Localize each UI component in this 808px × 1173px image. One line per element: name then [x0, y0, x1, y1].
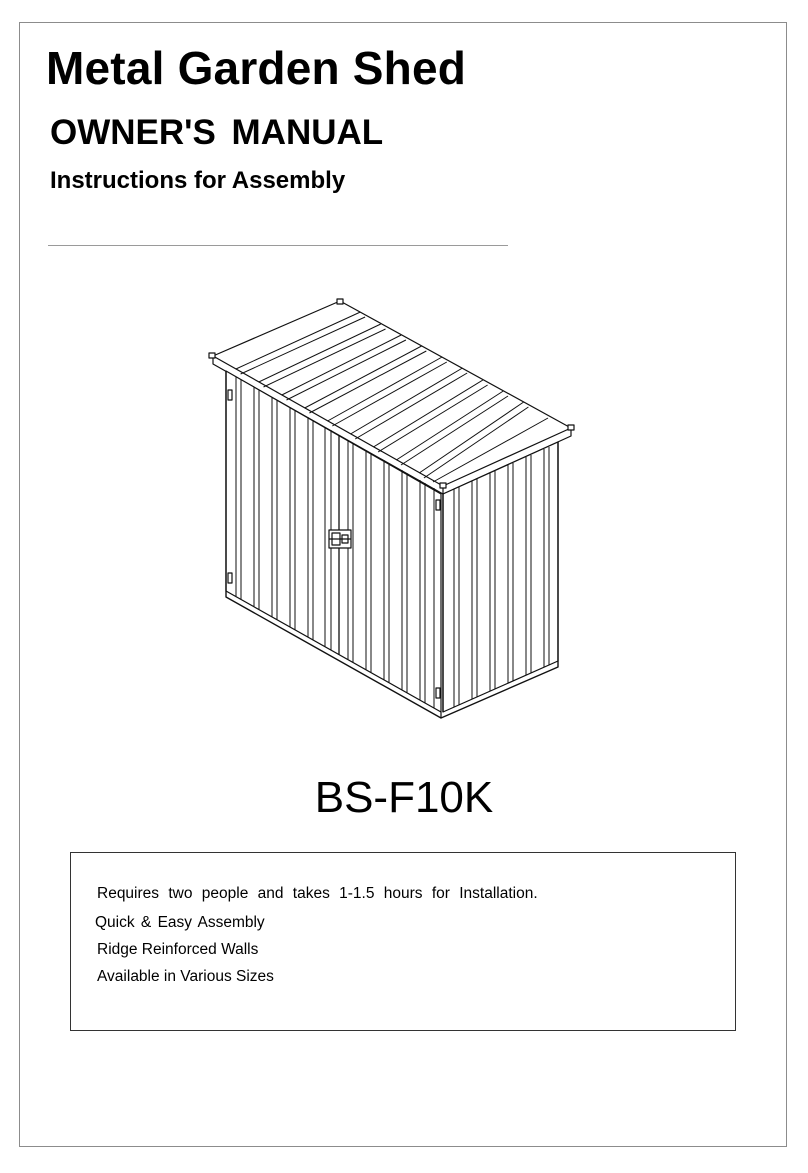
model-number: BS-F10K [314, 773, 494, 822]
feature-item: Quick & Easy Assembly [95, 914, 265, 931]
feature-item: Available in Various Sizes [97, 968, 274, 985]
manual-subtitle: OWNER'S MANUAL [50, 113, 384, 152]
instructions-heading: Instructions for Assembly [50, 167, 346, 194]
shed-side-wall [443, 442, 558, 712]
door-latch-icon [329, 530, 351, 548]
shed-illustration [208, 295, 576, 721]
feature-item: Ridge Reinforced Walls [97, 941, 259, 958]
page-title: Metal Garden Shed [46, 42, 467, 94]
header-divider [48, 245, 508, 246]
feature-item: Requires two people and takes 1-1.5 hours for Installation. [97, 885, 538, 902]
features-box [70, 852, 736, 1031]
